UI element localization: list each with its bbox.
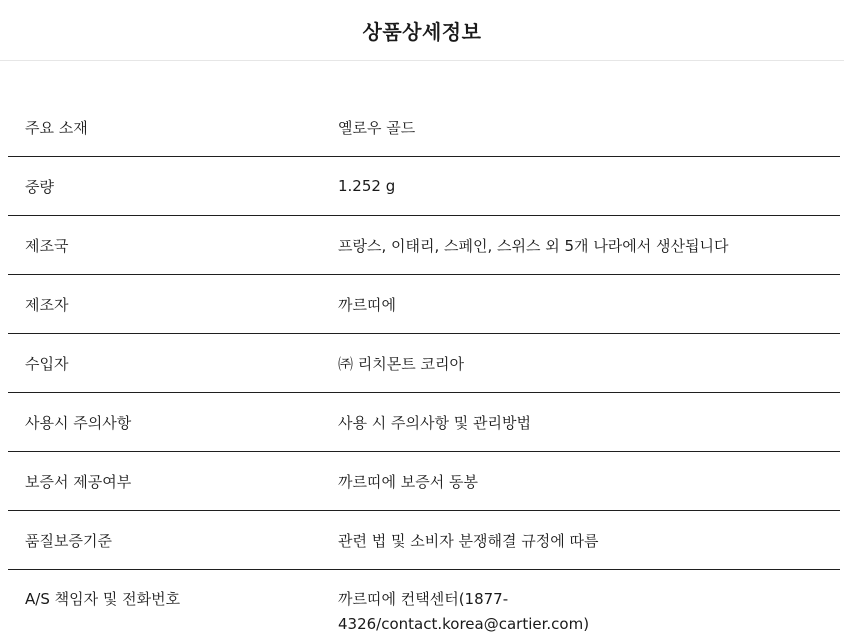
detail-label: A/S 책임자 및 전화번호 [25,590,181,608]
detail-row-weight [8,157,840,216]
page-title: 상품상세정보 [362,19,482,44]
detail-value: 옐로우 골드 [338,118,416,137]
page-header [0,0,844,61]
detail-label: 제조자 [25,295,69,314]
detail-value: 까르띠에 [338,295,396,314]
detail-label: 보증서 제공여부 [25,472,132,491]
detail-row-quality-standard [8,511,840,570]
detail-row-country [8,216,840,275]
contact-line-1: 까르띠에 컨택센터(1877- [338,590,509,608]
detail-label: 사용시 주의사항 [25,413,132,432]
product-details-table [8,98,840,642]
detail-row-precautions [8,393,840,452]
detail-row-manufacturer [8,275,840,334]
detail-label: 품질보증기준 [25,531,112,550]
detail-row-material [8,98,840,157]
detail-value: ㈜ 리치몬트 코리아 [338,354,464,373]
detail-row-importer [8,334,840,393]
detail-value: 사용 시 주의사항 및 관리방법 [338,413,531,432]
detail-label: 수입자 [25,354,69,373]
detail-value: 까르띠에 보증서 동봉 [338,472,478,491]
contact-line-2: 4326/contact.korea@cartier.com) [338,615,590,633]
detail-row-after-service [8,570,840,642]
detail-label: 제조국 [25,236,69,255]
detail-label: 주요 소재 [25,118,88,137]
detail-value: 1.252 g [338,177,396,195]
detail-label: 중량 [25,177,54,196]
detail-value: 프랑스, 이태리, 스페인, 스위스 외 5개 나라에서 생산됩니다 [338,236,729,255]
detail-value [338,587,840,637]
detail-row-certificate [8,452,840,511]
detail-value: 관련 법 및 소비자 분쟁해결 규정에 따름 [338,531,599,550]
